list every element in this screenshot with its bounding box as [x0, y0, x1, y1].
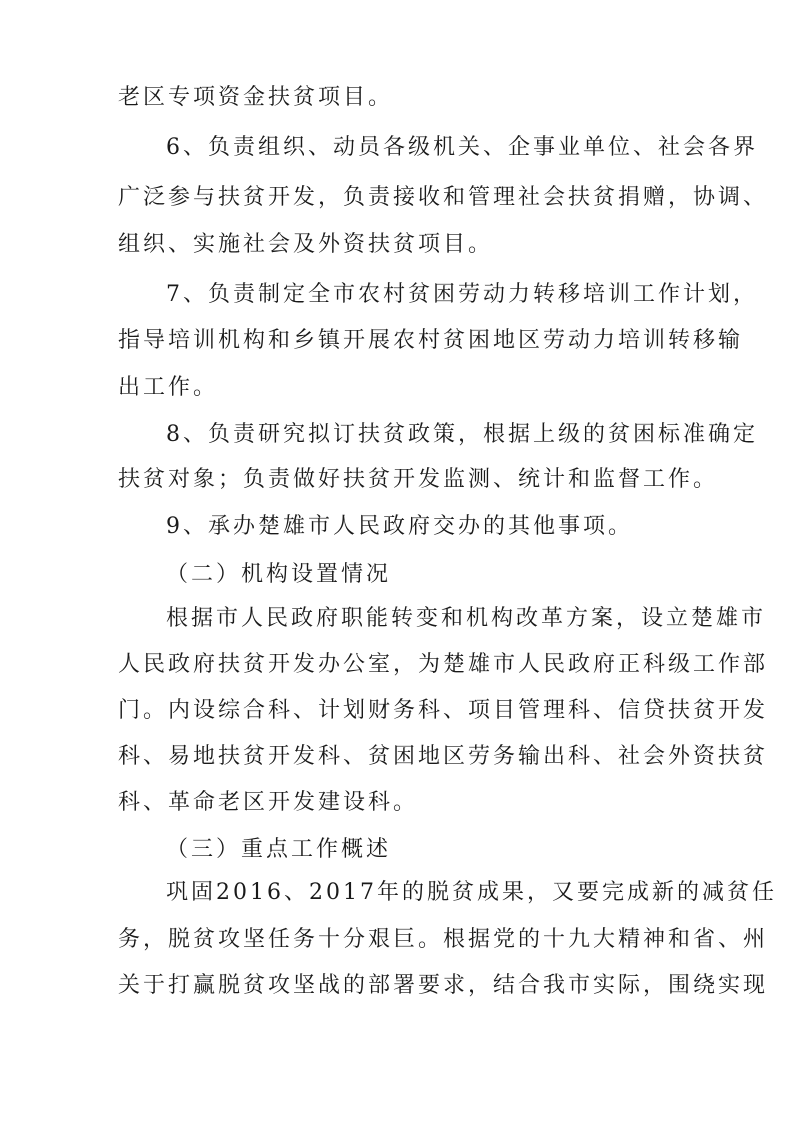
text-line: 老区专项资金扶贫项目。	[118, 85, 394, 110]
text-line: 扶贫对象；负责做好扶贫开发监测、统计和监督工作。	[118, 467, 719, 492]
text-line: 组织、实施社会及外资扶贫项目。	[118, 232, 494, 257]
text-line: 关于打赢脱贫攻坚战的部署要求，结合我市实际，围绕实现	[118, 973, 769, 998]
text-line: 广泛参与扶贫开发，负责接收和管理社会扶贫捐赠，协调、	[118, 185, 769, 210]
text-line: 科、易地扶贫开发科、贫困地区劳务输出科、社会外资扶贫	[118, 744, 769, 769]
text-line: 科、革命老区开发建设科。	[118, 790, 419, 815]
section-heading-2: （二）机构设置情况	[166, 562, 392, 587]
paragraph-item-6: 6、负责组织、动员各级机关、企事业单位、社会各界	[166, 135, 758, 160]
paragraph-item-8: 8、负责研究拟订扶贫政策，根据上级的贫困标准确定	[166, 422, 758, 447]
text-line: 人民政府扶贫开发办公室，为楚雄市人民政府正科级工作部	[118, 652, 769, 677]
text-line: 务，脱贫攻坚任务十分艰巨。根据党的十九大精神和省、州	[118, 927, 769, 952]
paragraph-item-9: 9、承办楚雄市人民政府交办的其他事项。	[166, 514, 633, 539]
text-line: 门。内设综合科、计划财务科、项目管理科、信贷扶贫开发	[118, 698, 769, 723]
paragraph-line: 巩固2016、2017年的脱贫成果，又要完成新的减贫任	[166, 880, 777, 905]
paragraph-item-7: 7、负责制定全市农村贫困劳动力转移培训工作计划，	[166, 282, 758, 307]
text-line: 出工作。	[118, 375, 219, 400]
section-heading-3: （三）重点工作概述	[166, 837, 392, 862]
text-line: 指导培训机构和乡镇开展农村贫困地区劳动力培训转移输	[118, 328, 744, 353]
paragraph-line: 根据市人民政府职能转变和机构改革方案，设立楚雄市	[166, 606, 767, 631]
